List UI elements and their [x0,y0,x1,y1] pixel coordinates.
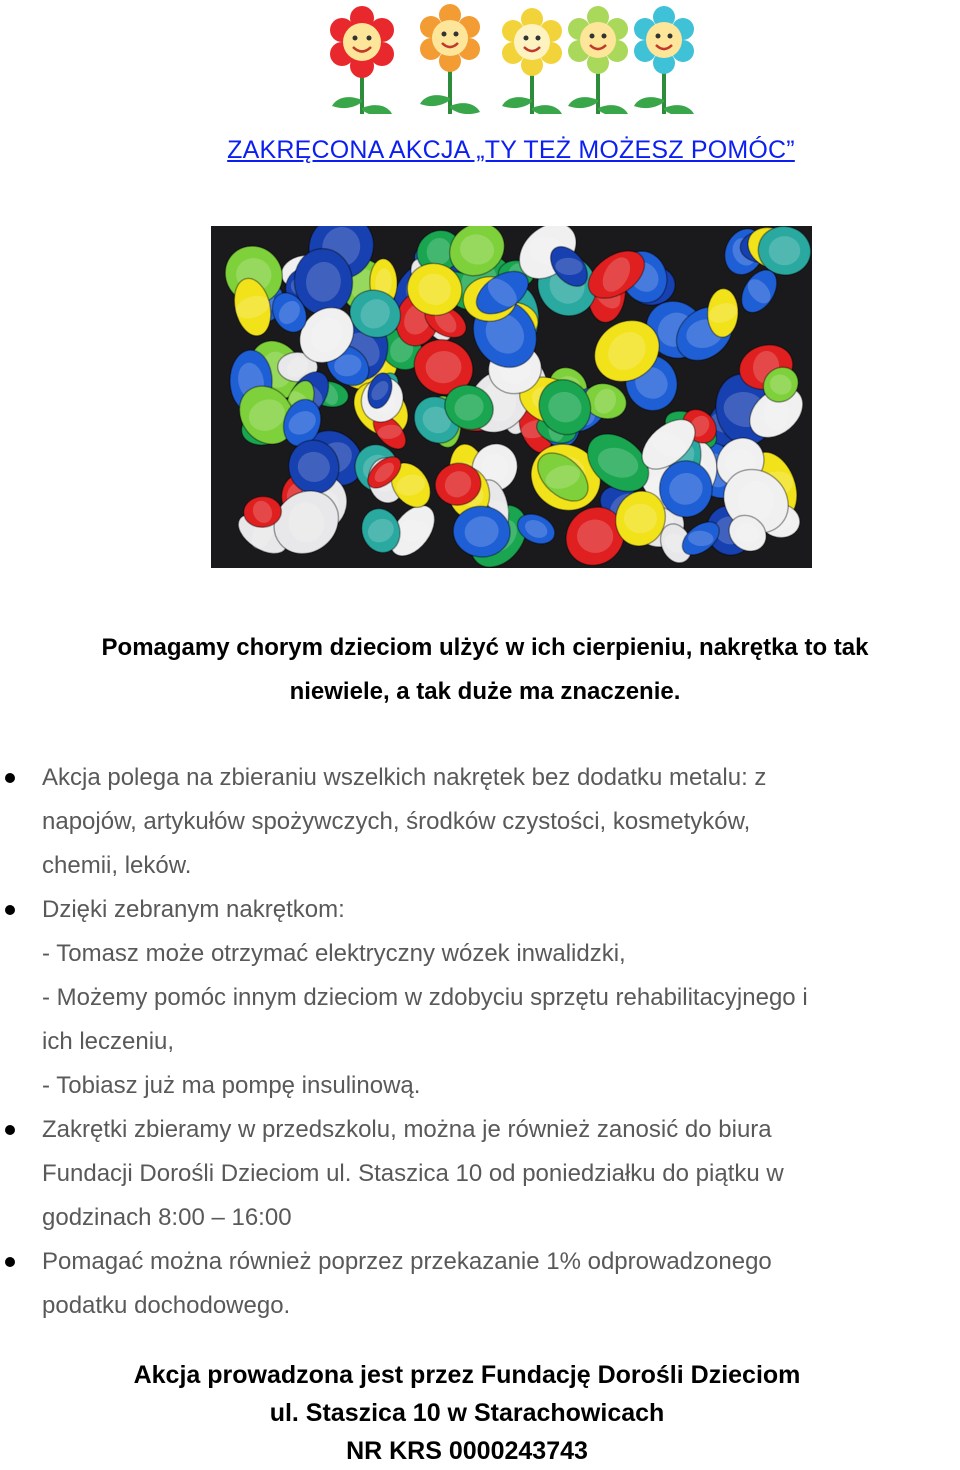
bullet-line: godzinach 8:00 – 16:00 [42,1204,292,1231]
bullet-line: ich leczeniu, [42,1028,175,1055]
lead-paragraph [40,626,930,714]
bullet-line: napojów, artykułów spożywczych, środków czystości, kosmetyków, [42,808,751,835]
bullet-item [0,888,960,1108]
footer-line: NR KRS 0000243743 [346,1437,588,1465]
bullet-line: Fundacji Dorośli Dzieciom ul. Staszica 10 od poniedziałku do piątku w [42,1160,784,1187]
bottle-cap-highlight [769,236,801,265]
bullet-line: Dzięki zebranym nakrętkom: [42,896,345,923]
page-title: ZAKRĘCONA AKCJA „TY TEŻ MOŻESZ POMÓC” [227,136,795,164]
bullet-line: Akcja polega na zbieraniu wszelkich nakrętek bez dodatku metalu: z [42,764,767,791]
bullet-item [0,756,960,888]
lead-line: Pomagamy chorym dzieciom ulżyć w ich cierpieniu, nakrętka to tak [101,634,869,661]
bullet-line: Pomagać można również poprzez przekazanie 1% odprowadzonego [42,1248,772,1275]
bullet-dot-icon [5,905,15,915]
organizer-footer [0,1356,934,1470]
bullet-item [0,1108,960,1240]
bullet-line: - Możemy pomóc innym dzieciom w zdobyciu sprzętu rehabilitacyjnego i [42,984,808,1011]
bottle-caps-photo-icon [211,226,812,568]
bullet-item [0,1240,960,1328]
bullet-dot-icon [5,773,15,783]
lead-line: niewiele, a tak duże ma znaczenie. [289,678,681,705]
bullet-line: Zakrętki zbieramy w przedszkolu, można je również zanosić do biura [42,1116,772,1143]
bullet-line: chemii, leków. [42,852,192,879]
footer-line: Akcja prowadzona jest przez Fundację Dorośli Dzieciom [133,1361,801,1389]
bullet-list [0,756,960,1328]
smiling-flowers-icon [320,4,700,114]
bullet-line: - Tomasz może otrzymać elektryczny wózek inwalidzki, [42,940,626,967]
footer-line: ul. Staszica 10 w Starachowicach [269,1399,665,1427]
bullet-line: - Tobiasz już ma pompę insulinową. [42,1072,421,1099]
bullet-dot-icon [5,1257,15,1267]
bullet-dot-icon [5,1125,15,1135]
bullet-line: podatku dochodowego. [42,1292,291,1319]
